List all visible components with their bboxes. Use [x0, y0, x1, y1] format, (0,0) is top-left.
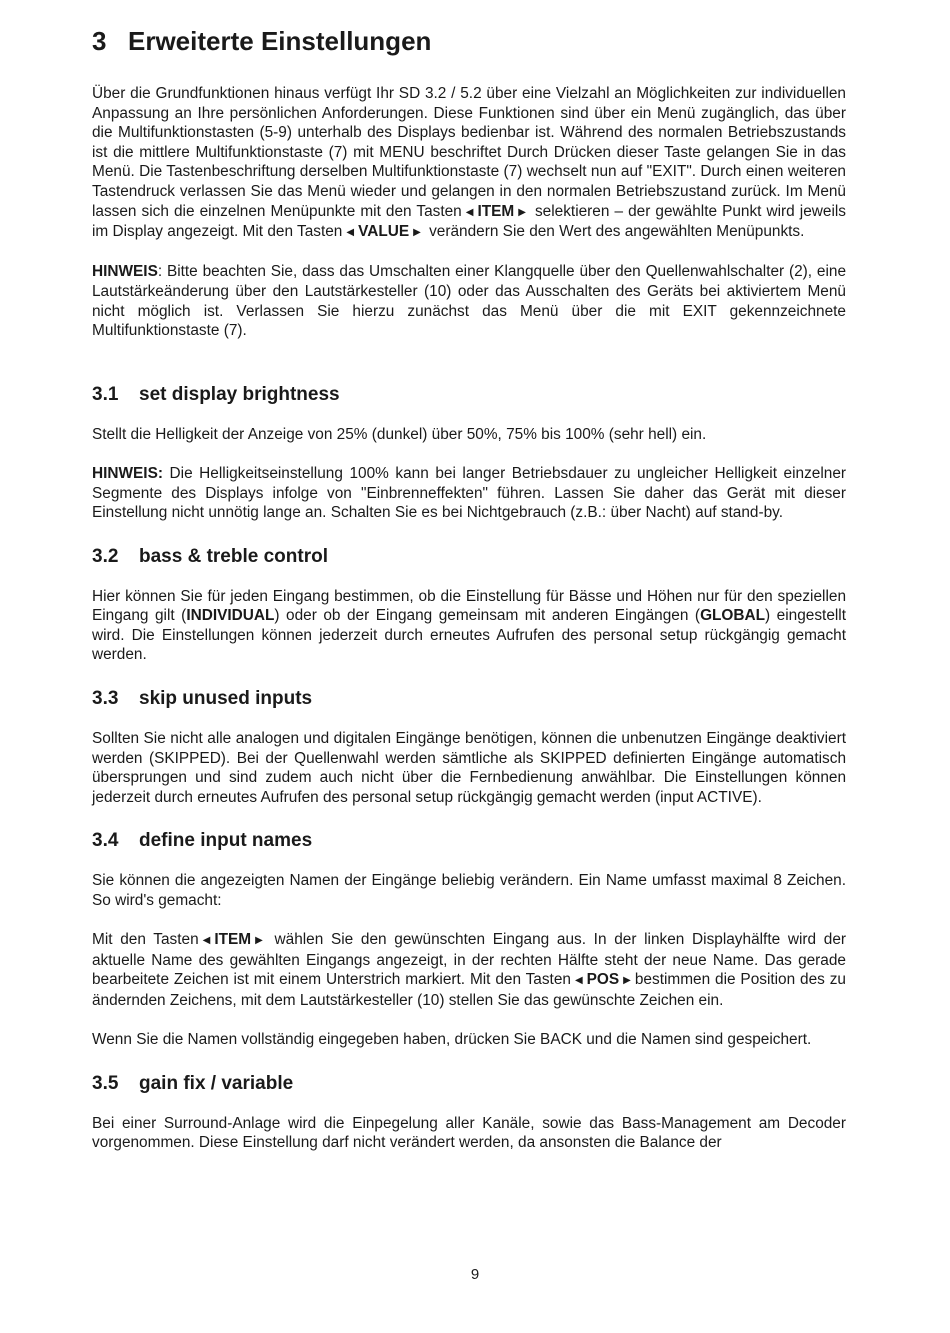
right-arrow-icon: ▶ [413, 227, 421, 239]
intro-text-1: Über die Grundfunktionen hinaus verfügt Ihr SD 3.2 / 5.2 über eine Vielzahl an Möglichkeiten zur individuellen Anpassung an Ihre persönlichen Anforderungen. Diese Funktionen sind über ein Menü zugänglich, das über die Multifunktionstasten (5-9) unterhalb des Displays bedienbar ist. Während des normalen Betriebszustands ist die mittlere Multifunktionstaste (7) mit MENU beschriftet Durch Drücken dieser Taste gelangen Sie in das Menü. Die Tastenbeschriftung derselben Multifunktionstaste (7) wechselt nun auf "EXIT". Durch einen weiteren Tastendruck verlassen Sie das Menü wieder und gelangen in den normalen Betriebszustand zurück. Im Menü lassen sich die einzelnen Menüpunkte mit den Tasten [92, 85, 846, 220]
section-number: 3.5 [92, 1072, 119, 1094]
section-3-5-text: Bei einer Surround-Anlage wird die Einpegelung aller Kanäle, sowie das Bass-Management am Decoder vorgenommen. Diese Einstellung darf nicht verändert werden, da ansonsten die Balance der [92, 1114, 846, 1152]
section-3-3-text: Sollten Sie nicht alle analogen und digitalen Eingänge benötigen, können die unbenutzen Eingänge deaktiviert werden (SKIPPED). Bei der Quellenwahl werden sämtliche als SKIPPED definierten Eingänge automatisch übersprungen und sind zudem auch nicht über die Fernbedienung anwählbar. Die Einstellungen können jederzeit durch erneutes Aufrufen des personal setup rückgängig gemacht werden (input ACTIVE). [92, 730, 846, 806]
pos-key-label: POS [586, 971, 620, 989]
text-part: Hier können Sie für jeden Eingang bestimmen, ob die Einstellung für Bässe und Höhen nur für den speziellen Eingang gilt ( [92, 587, 846, 625]
left-arrow-icon: ◀ [346, 227, 355, 239]
section-title: bass & treble control [139, 545, 328, 567]
left-arrow-icon: ◀ [465, 206, 474, 218]
text-part: bestimmen die Position des zu ändernden Zeichens, mit dem Lautstärkesteller (10) stellen Sie das gewünschte Zeichen ein. [92, 971, 846, 1009]
chapter-heading [92, 24, 846, 58]
right-arrow-icon: ▶ [623, 975, 631, 987]
section-3-4-text-1: Sie können die angezeigten Namen der Eingänge beliebig verändern. Ein Name umfasst maximal 8 Zeichen. So wird's gemacht: [92, 872, 846, 910]
item-key-label: ITEM [477, 202, 515, 220]
value-key-label: VALUE [358, 223, 410, 241]
page-number: 9 [470, 1266, 480, 1283]
item-key-label: ITEM [214, 931, 252, 949]
hint-paragraph [92, 262, 846, 340]
hint-text: : Bitte beachten Sie, dass das Umschalten einer Klangquelle über den Quellenwahlschalter (2), eine Lautstärkeänderung über den Lautstärkesteller (10) oder das Ausschalten des Geräts bei aktiviertem Menü nicht möglich ist. Verlassen Sie hierzu zunächst das Menü über die mit EXIT gekennzeichnete Multifunktionstaste (7). [92, 263, 846, 340]
section-3-1-text: Stellt die Helligkeit der Anzeige von 25% (dunkel) über 50%, 75% bis 100% (sehr hell) ein. [92, 425, 707, 443]
section-title: set display brightness [139, 383, 340, 405]
section-number: 3.2 [92, 545, 119, 567]
right-arrow-icon: ▶ [255, 935, 263, 947]
intro-text-2: selektieren – der gewählte Punkt wird jeweils im Display angezeigt. Mit den Tasten [92, 202, 846, 241]
text-part: ) oder ob der Eingang gemeinsam mit anderen Eingängen ( [274, 607, 701, 625]
hint-label: HINWEIS: [92, 464, 163, 482]
hint-text: Die Helligkeitseinstellung 100% kann bei langer Betriebsdauer zu ungleicher Helligkeit einzelner Segmente des Displays infolge von "Einbrenneffekten" führen. Lassen Sie daher das Gerät mit dieser Einstellung nicht unnötig lange an. Schalten Sie es bei Nichtgebrauch (z.B.: über Nacht) auf stand-by. [92, 464, 846, 522]
section-3-2-text [92, 587, 846, 665]
manual-page [92, 24, 846, 1153]
right-arrow-icon: ▶ [518, 206, 526, 218]
section-heading-3-3 [92, 687, 846, 711]
hint-label: HINWEIS [92, 263, 158, 281]
section-title: gain fix / variable [139, 1072, 294, 1094]
text-part: wählen Sie den gewünschten Eingang aus. In der linken Displayhälfte wird der aktuelle Name des gewählten Eingangs angezeigt, in der rechten Hälfte steht der neue Name. Das gerade bearbeitete Zeichen ist mit einem Unterstrich markiert. Mit den Tasten [92, 931, 847, 989]
left-arrow-icon: ◀ [574, 975, 583, 987]
text-part: ) eingestellt wird. Die Einstellungen können jederzeit durch erneutes Aufrufen des personal setup rückgängig gemacht werden. [92, 607, 846, 664]
text-part: Mit den Tasten [92, 931, 199, 949]
section-number: 3.1 [92, 383, 119, 405]
chapter-number: 3 [92, 26, 107, 56]
left-arrow-icon: ◀ [202, 935, 211, 947]
section-3-4-text-2 [92, 930, 846, 1010]
global-term: GLOBAL [700, 607, 766, 625]
section-heading-3-4 [92, 829, 846, 853]
section-number: 3.4 [92, 830, 119, 852]
section-3-4-text-3: Wenn Sie die Namen vollständig eingegeben haben, drücken Sie BACK und die Namen sind gespeichert. [92, 1031, 812, 1049]
section-heading-3-5 [92, 1072, 846, 1096]
section-title: skip unused inputs [139, 688, 313, 710]
section-heading-3-1 [92, 383, 846, 407]
individual-term: INDIVIDUAL [186, 607, 275, 625]
intro-paragraph [92, 84, 846, 243]
intro-text-3: verändern Sie den Wert des angewählten Menüpunkts. [429, 223, 805, 241]
section-title: define input names [139, 830, 313, 852]
chapter-title: Erweiterte Einstellungen [128, 26, 432, 56]
section-3-1-hint [92, 464, 846, 523]
section-heading-3-2 [92, 545, 846, 569]
section-number: 3.3 [92, 688, 119, 710]
